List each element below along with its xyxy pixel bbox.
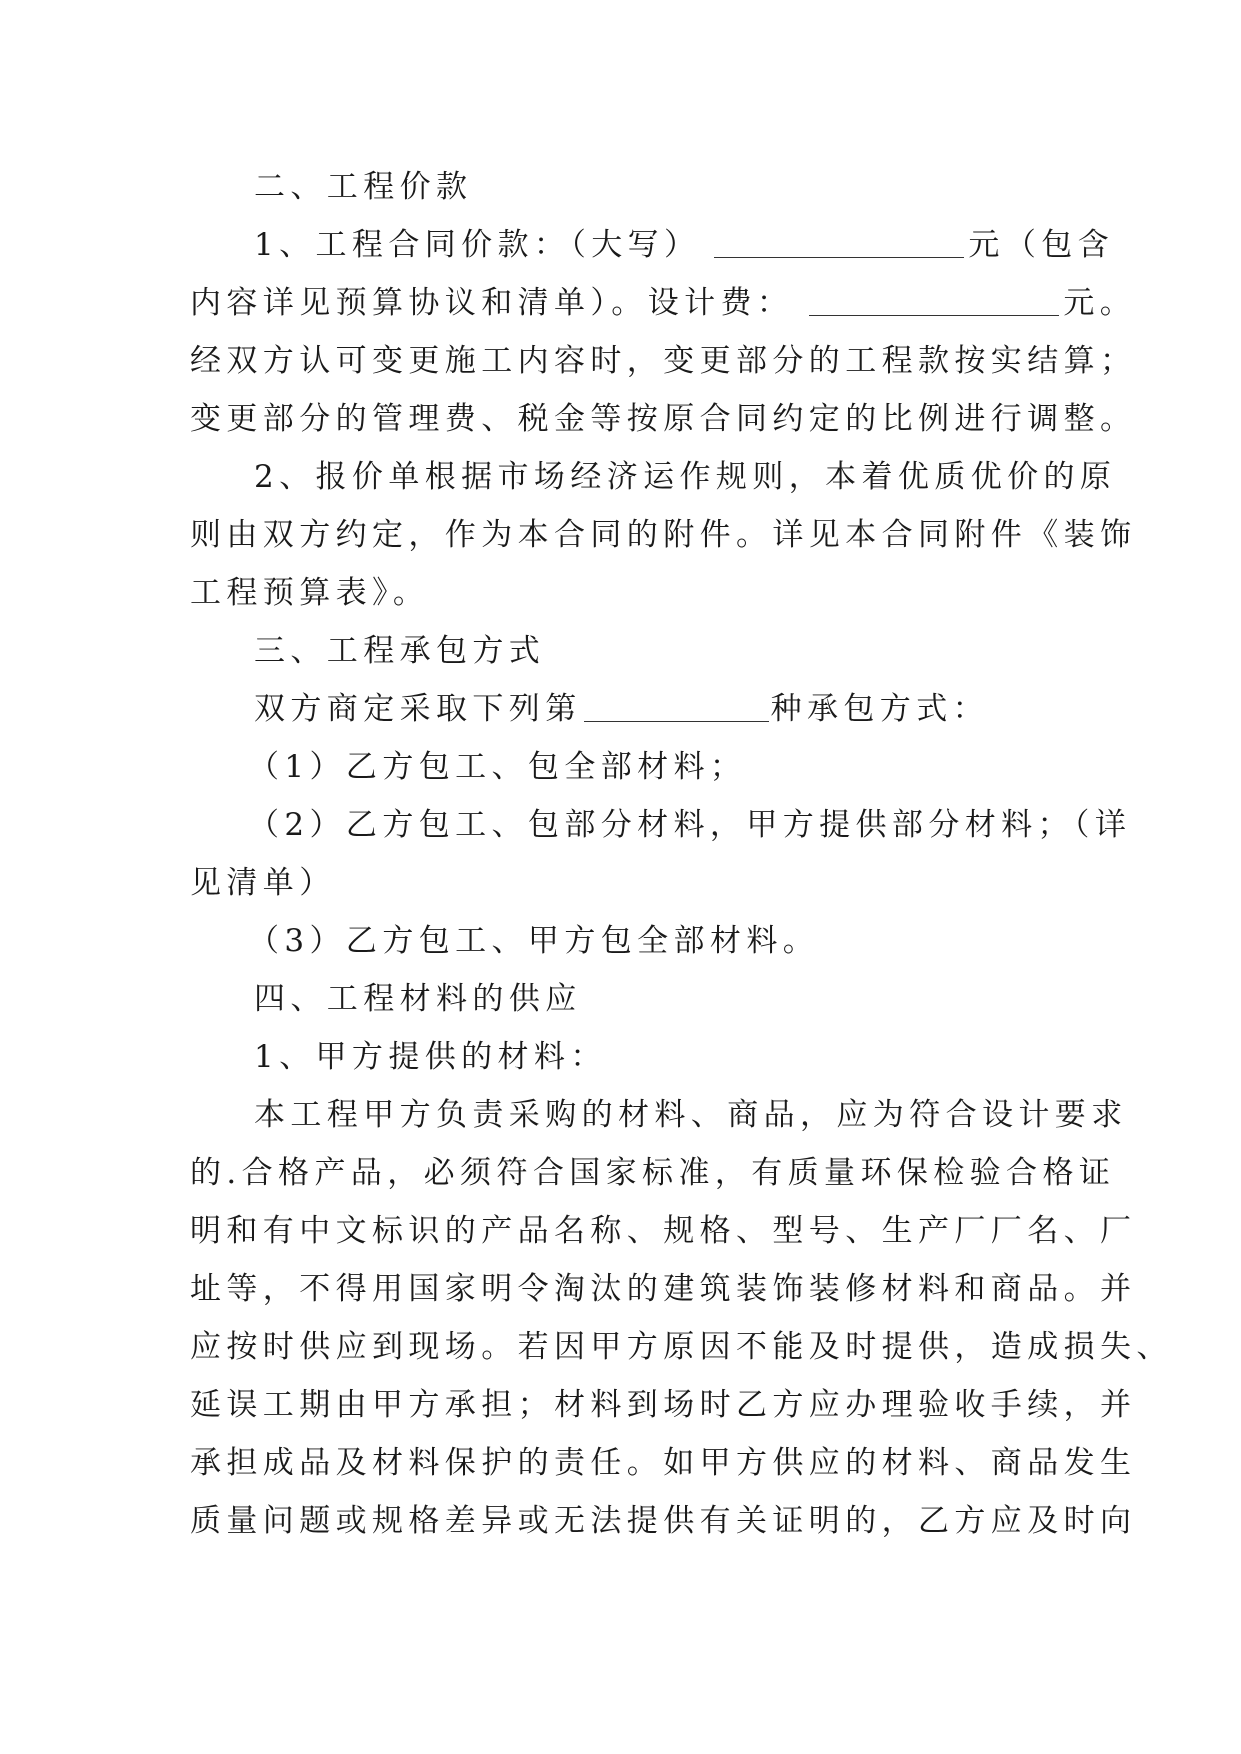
option-3: （3）乙方包工、甲方包全部材料。	[248, 923, 820, 959]
materials-line-4: 址等，不得用国家明令淘汰的建筑装饰装修材料和商品。并	[190, 1271, 1137, 1307]
section-heading-price: 二、工程价款	[254, 169, 473, 205]
materials-line-1: 本工程甲方负责采购的材料、商品，应为符合设计要求	[254, 1097, 1128, 1133]
design-fee-blank[interactable]	[809, 315, 1059, 316]
section-heading-materials: 四、工程材料的供应	[254, 981, 582, 1017]
materials-line-3: 明和有中文标识的产品名称、规格、型号、生产厂厂名、厂	[190, 1213, 1137, 1249]
contract-mode-label: 双方商定采取下列第	[254, 691, 582, 727]
price-line-3: 经双方认可变更施工内容时，变更部分的工程款按实结算；	[190, 343, 1137, 379]
contract-text	[190, 158, 1173, 1550]
price-line-4: 变更部分的管理费、税金等按原合同约定的比例进行调整。	[190, 401, 1137, 437]
materials-line-2: 的.合格产品，必须符合国家标准，有质量环保检验合格证	[190, 1155, 1116, 1191]
quote-line-2: 则由双方约定，作为本合同的附件。详见本合同附件《装饰	[190, 517, 1137, 553]
design-fee-suffix: 元。	[1063, 285, 1137, 321]
materials-line-6: 延误工期由甲方承担；材料到场时乙方应办理验收手续，并	[190, 1387, 1137, 1423]
contract-price-suffix: 元（包含	[968, 227, 1115, 263]
contract-mode-suffix: 种承包方式：	[770, 691, 990, 727]
contract-price-blank[interactable]	[714, 257, 964, 258]
price-line-1	[190, 216, 1115, 274]
materials-line-7: 承担成品及材料保护的责任。如甲方供应的材料、商品发生	[190, 1445, 1137, 1481]
section-heading-contracting: 三、工程承包方式	[254, 633, 546, 669]
quote-line-3: 工程预算表》。	[190, 575, 430, 611]
quote-line-1: 2、报价单根据市场经济运作规则，本着优质优价的原	[254, 459, 1117, 495]
option-1: （1）乙方包工、包全部材料；	[248, 749, 747, 785]
option-2-line-2: 见清单）	[190, 865, 336, 901]
contract-price-label: 1、工程合同价款：（大写）	[254, 227, 701, 263]
option-2-line-1: （2）乙方包工、包部分材料，甲方提供部分材料；（详	[248, 807, 1132, 843]
materials-line-5: 应按时供应到现场。若因甲方原因不能及时提供，造成损失、	[190, 1329, 1173, 1365]
materials-line-8: 质量问题或规格差异或无法提供有关证明的，乙方应及时向	[190, 1503, 1137, 1539]
contract-mode-line	[190, 680, 1060, 738]
design-fee-label: 内容详见预算协议和清单）。设计费：	[190, 285, 794, 321]
contract-mode-blank[interactable]	[584, 721, 769, 722]
price-line-2	[190, 274, 1137, 332]
subheading-owner-materials: 1、甲方提供的材料：	[254, 1039, 607, 1075]
